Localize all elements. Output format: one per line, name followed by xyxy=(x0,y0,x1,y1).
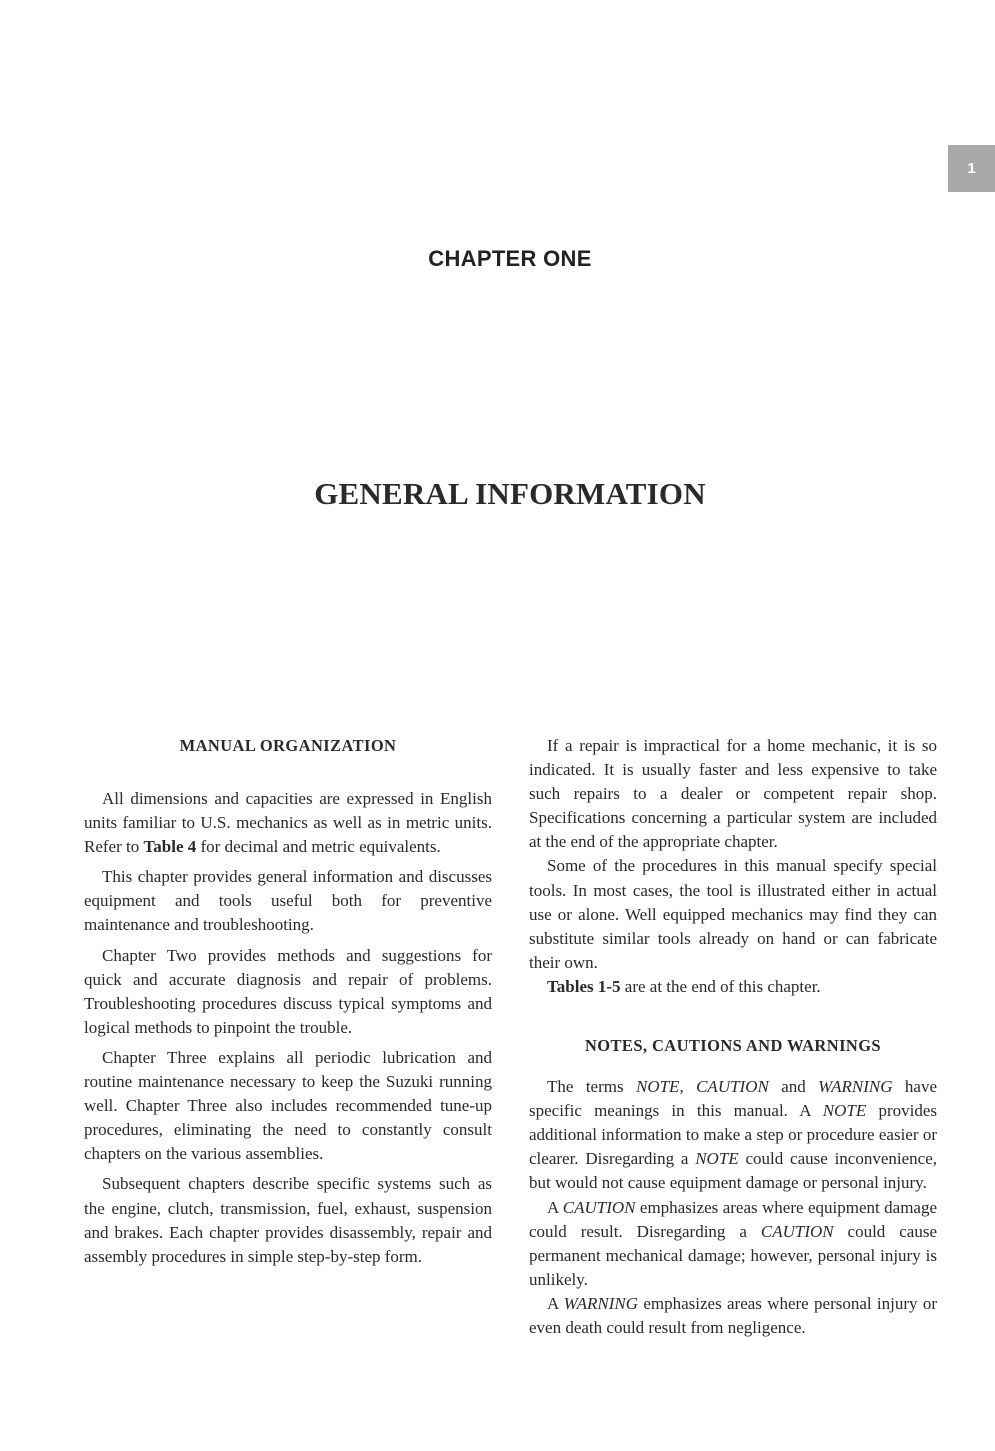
paragraph: This chapter provides general information and discusses equipment and tools useful both for preventive maintenance and troubleshooting. xyxy=(84,867,492,935)
paragraph: Chapter Three explains all periodic lubrication and routine maintenance necessary to keep the Suzuki running well. Chapter Three also includes recommended tune-up procedures, eliminating the need to constantly consult chapters on the various assemblies. xyxy=(84,1047,492,1164)
page-title: GENERAL INFORMATION xyxy=(314,476,706,511)
paragraph: Tables 1-5 are at the end of this chapter. xyxy=(547,976,821,996)
paragraph: Chapter Two provides methods and suggestions for quick and accurate diagnosis and repair of problems. Troubleshooting procedures discuss typical symptoms and logical methods to pinpoint the trouble. xyxy=(84,945,492,1037)
paragraph: A WARNING emphasizes areas where personal injury or even death could result from negligence. xyxy=(529,1293,937,1337)
left-column xyxy=(84,734,492,1275)
paragraph: Some of the procedures in this manual specify special tools. In most cases, the tool is illustrated either in actual use or alone. Well equipped mechanics may find they can substitute similar tools already on hand or can fabricate their own. xyxy=(529,856,937,972)
chapter-tab: 1 xyxy=(948,145,995,192)
chapter-label: CHAPTER ONE xyxy=(428,246,592,271)
paragraph: Subsequent chapters describe specific systems such as the engine, clutch, transmission, fuel, exhaust, suspension and brakes. Each chapter provides disassembly, repair and assembly procedures in simple step-by-step form. xyxy=(84,1174,492,1266)
paragraph: A CAUTION emphasizes areas where equipment damage could result. Disregarding a CAUTION could cause permanent mechanical damage; however, personal injury is unlikely. xyxy=(529,1197,938,1289)
section-heading-notes-cautions-warnings: NOTES, CAUTIONS AND WARNINGS xyxy=(584,1036,882,1056)
right-column xyxy=(529,734,937,1340)
section-heading-manual-organization: MANUAL ORGANIZATION xyxy=(179,736,397,755)
paragraph: All dimensions and capacities are expressed in English units familiar to U.S. mechanics as well as in metric units. Refer to Table 4 for decimal and metric equivalents. xyxy=(84,789,492,857)
paragraph: The terms NOTE, CAUTION and WARNING have specific meanings in this manual. A NOTE provides additional information to make a step or procedure easier or clearer. Disregarding a NOTE could cause inconvenience, but would not cause equipment damage or personal injury. xyxy=(529,1077,937,1193)
paragraph: If a repair is impractical for a home mechanic, it is so indicated. It is usually faster and less expensive to take such repairs to a dealer or competent repair shop. Specifications concerning a particular system are included at the end of the appropriate chapter. xyxy=(529,736,937,852)
